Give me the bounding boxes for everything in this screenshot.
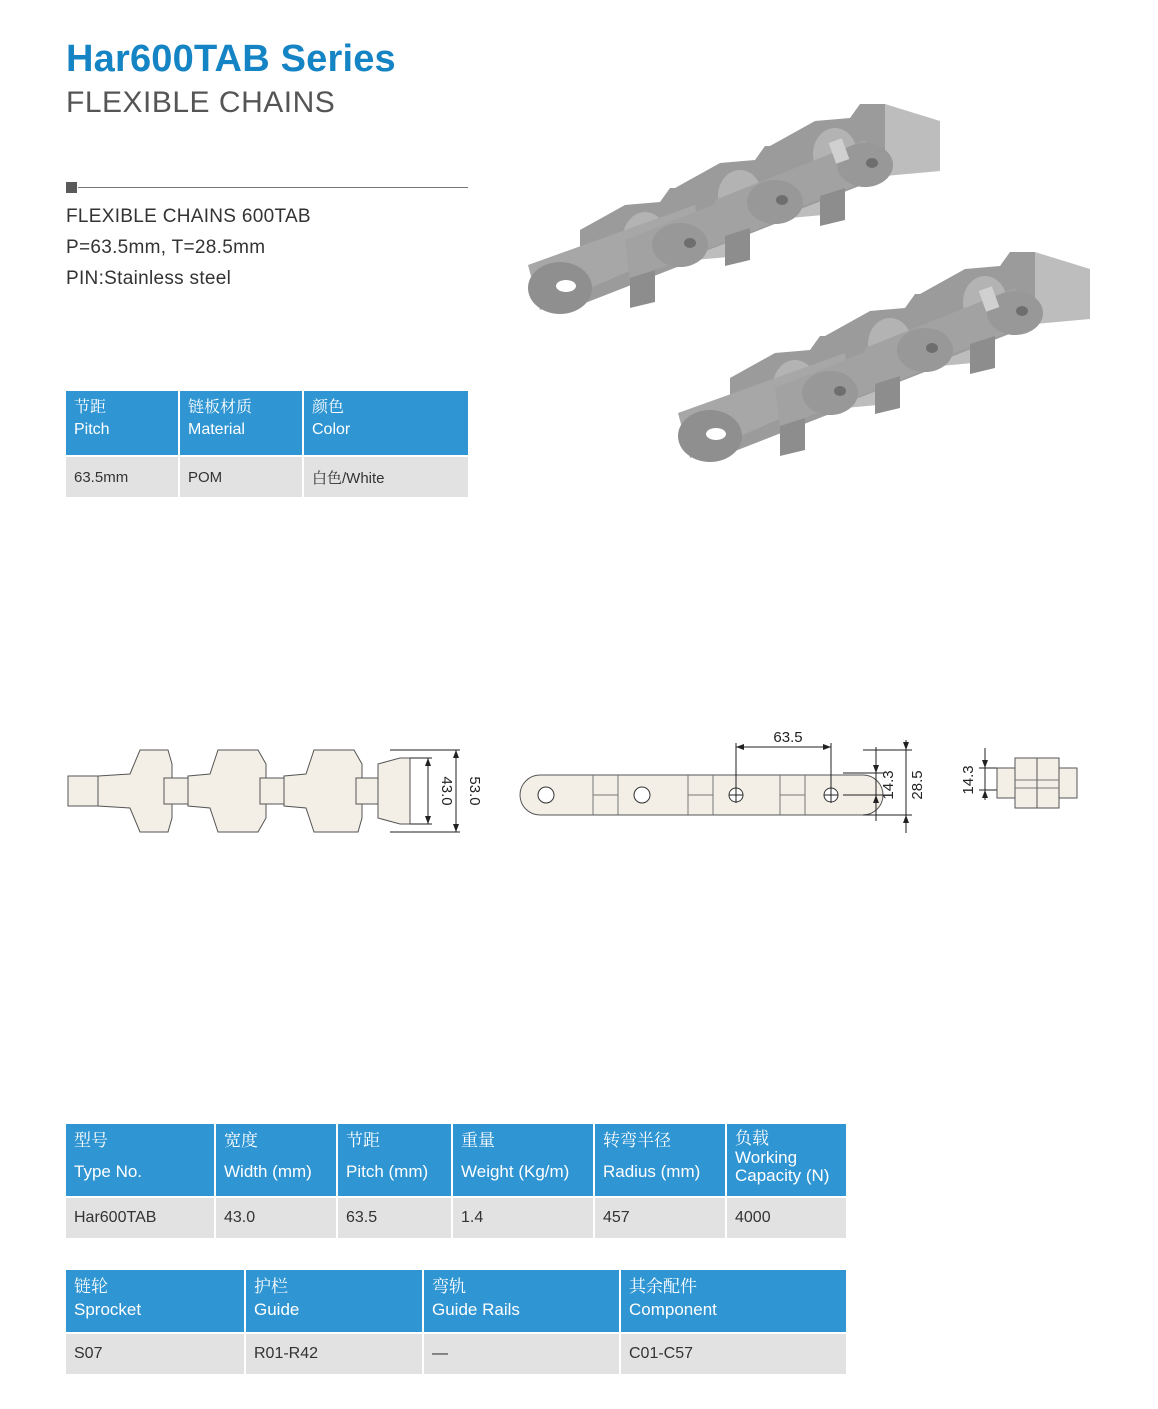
header-capacity: 负载 Working Capacity (N) bbox=[726, 1124, 846, 1197]
spec-table-header bbox=[66, 1124, 846, 1197]
table-row bbox=[66, 456, 468, 497]
cell-component: C01-C57 bbox=[620, 1333, 846, 1374]
cell-material: POM bbox=[179, 456, 303, 497]
header-type: 型号 Type No. bbox=[66, 1124, 215, 1197]
chain-lower bbox=[678, 252, 1090, 462]
spec-line-pin: PIN:Stainless steel bbox=[66, 268, 232, 289]
cell-radius: 457 bbox=[594, 1197, 726, 1238]
header-weight: 重量 Weight (Kg/m) bbox=[452, 1124, 594, 1197]
chain-side-view-drawing bbox=[518, 725, 928, 840]
header-material: 链板材质 Material bbox=[179, 391, 303, 456]
chain-3d-illustration bbox=[520, 110, 1060, 480]
material-table-header bbox=[66, 391, 468, 456]
section-marker bbox=[66, 182, 77, 193]
cell-sprocket: S07 bbox=[66, 1333, 245, 1374]
chain-upper bbox=[528, 104, 940, 314]
table-row bbox=[66, 1333, 846, 1374]
chain-end-view-drawing bbox=[955, 740, 1095, 820]
cell-guide-rails: — bbox=[423, 1333, 620, 1374]
section-divider bbox=[78, 187, 468, 188]
cell-capacity: 4000 bbox=[726, 1197, 846, 1238]
chain-top-view-drawing bbox=[60, 740, 490, 850]
header-color: 颜色 Color bbox=[303, 391, 468, 456]
accessory-table-header bbox=[66, 1270, 846, 1333]
cell-guide: R01-R42 bbox=[245, 1333, 423, 1374]
cell-pitch: 63.5mm bbox=[66, 456, 179, 497]
header-guide: 护栏 Guide bbox=[245, 1270, 423, 1333]
cell-type: Har600TAB bbox=[66, 1197, 215, 1238]
dim-width-outer: 53.0 bbox=[466, 776, 483, 806]
dim-pitch: 63.5 bbox=[773, 729, 803, 746]
dim-height-total: 28.5 bbox=[909, 770, 926, 800]
table-row bbox=[66, 1197, 846, 1238]
header-guide-rails: 弯轨 Guide Rails bbox=[423, 1270, 620, 1333]
spec-line-pitch: P=63.5mm, T=28.5mm bbox=[66, 237, 266, 258]
spec-line-name: FLEXIBLE CHAINS 600TAB bbox=[66, 206, 311, 227]
cell-color: 白色/White bbox=[303, 456, 468, 497]
cell-width: 43.0 bbox=[215, 1197, 337, 1238]
page-title: Har600TAB Series bbox=[66, 38, 396, 80]
header-component: 其余配件 Component bbox=[620, 1270, 846, 1333]
spec-table bbox=[66, 1124, 846, 1238]
material-table bbox=[66, 391, 468, 497]
header-pitch: 节距 Pitch bbox=[66, 391, 179, 456]
dim-width-inner: 43.0 bbox=[438, 776, 455, 806]
header-radius: 转弯半径 Radius (mm) bbox=[594, 1124, 726, 1197]
dim-side-height: 14.3 bbox=[960, 765, 977, 795]
cell-weight: 1.4 bbox=[452, 1197, 594, 1238]
cell-pitch: 63.5 bbox=[337, 1197, 452, 1238]
accessory-table bbox=[66, 1270, 846, 1374]
page-subtitle: FLEXIBLE CHAINS bbox=[66, 86, 336, 119]
dim-height-half: 14.3 bbox=[880, 770, 897, 800]
header-pitch: 节距 Pitch (mm) bbox=[337, 1124, 452, 1197]
header-sprocket: 链轮 Sprocket bbox=[66, 1270, 245, 1333]
header-width: 宽度 Width (mm) bbox=[215, 1124, 337, 1197]
